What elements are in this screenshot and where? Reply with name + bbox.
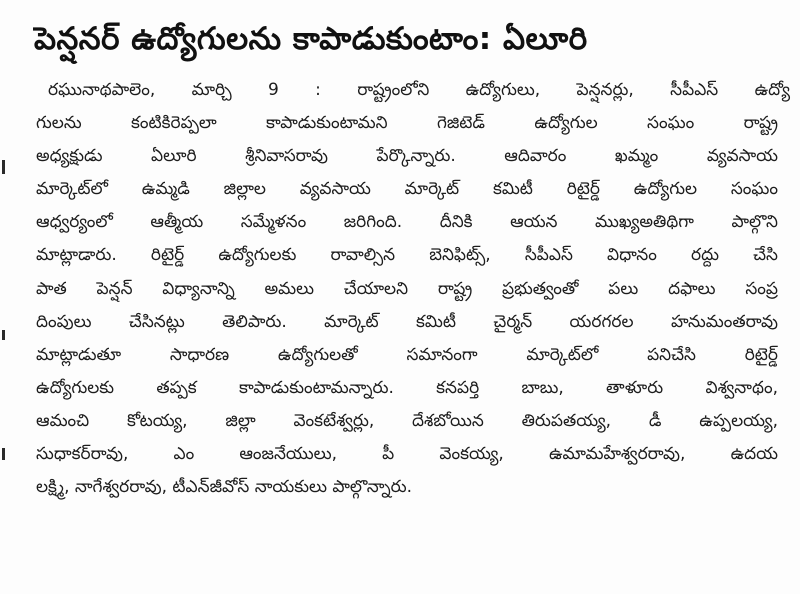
scan-edge-mark: [2, 448, 5, 460]
article-line: రఘునాథపాలెం, మార్చి 9 : రాష్ట్రంలోని ఉద్యోగులు, పెన్షనర్లు, సీపీఎస్ ఉద్యో: [48, 80, 790, 100]
article-line: లక్ష్మి, నాగేశ్వరరావు, టీఎన్‌జీవోస్ నాయకులు పాల్గొన్నారు.: [36, 477, 412, 498]
article-line: మాట్లాడుతూ సాధారణ ఉద్యోగులతో సమానంగా మార్కెట్‌లో పనిచేసి రిటైర్డ్: [36, 344, 778, 365]
article-line: మాట్లాడారు. రిటైర్డ్ ఉద్యోగులకు రావాల్సిన బెనిఫిట్స్, సీపీఎస్ విధానం రద్దు చేసి: [36, 245, 778, 266]
scan-edge-mark: [2, 160, 5, 174]
article-headline: పెన్షనర్ ఉద్యోగులను కాపాడుకుంటాం: ఏలూరి: [34, 21, 588, 57]
article-line: ఉద్యోగులకు తప్పక కాపాడుకుంటామన్నారు. కనపర్తి బాబు, తాళూరు విశ్వనాథం,: [36, 377, 778, 398]
article-line: మార్కెట్‌లో ఉమ్మడి జిల్లాల వ్యవసాయ మార్కెట్ కమిటీ రిటైర్డ్ ఉద్యోగుల సంఘం: [36, 179, 778, 200]
article-line: గులను కంటికిరెప్పలా కాపాడుకుంటామని గెజిటెడ్ ఉద్యోగుల సంఘం రాష్ట్ర: [36, 113, 778, 134]
article-line: సుధాకర్‌రావు, ఎం ఆంజనేయులు, పీ వెంకయ్య, ఉమామహేశ్వరరావు, ఉదయ: [36, 444, 778, 465]
article-line: దింపులు చేసినట్లు తెలిపారు. మార్కెట్ కమిటీ చైర్మన్ యరగరల హనుమంతరావు: [36, 311, 778, 332]
article-line: పాత పెన్షన్ విధ్యానాన్ని అమలు చేయాలని రాష్ట్ర ప్రభుత్వంతో పలు దఫాలు సంప్ర: [36, 278, 778, 299]
scan-edge-mark: [2, 330, 5, 340]
article-body: [36, 74, 790, 504]
article-line: ఆధ్వర్యంలో ఆత్మీయ సమ్మేళనం జరిగింది. దీనికి ఆయన ముఖ్యఅతిథిగా పాల్గొని: [36, 212, 778, 233]
article-line: ఆమంచి కోటయ్య, జిల్లా వెంకటేశ్వర్లు, దేశబోయిన తిరుపతయ్య, డీ ఉప్పలయ్య,: [36, 410, 778, 431]
article-line: అధ్యక్షుడు ఏలూరి శ్రీనివాసరావు పేర్కొన్నారు. ఆదివారం ఖమ్మం వ్యవసాయ: [36, 146, 778, 167]
